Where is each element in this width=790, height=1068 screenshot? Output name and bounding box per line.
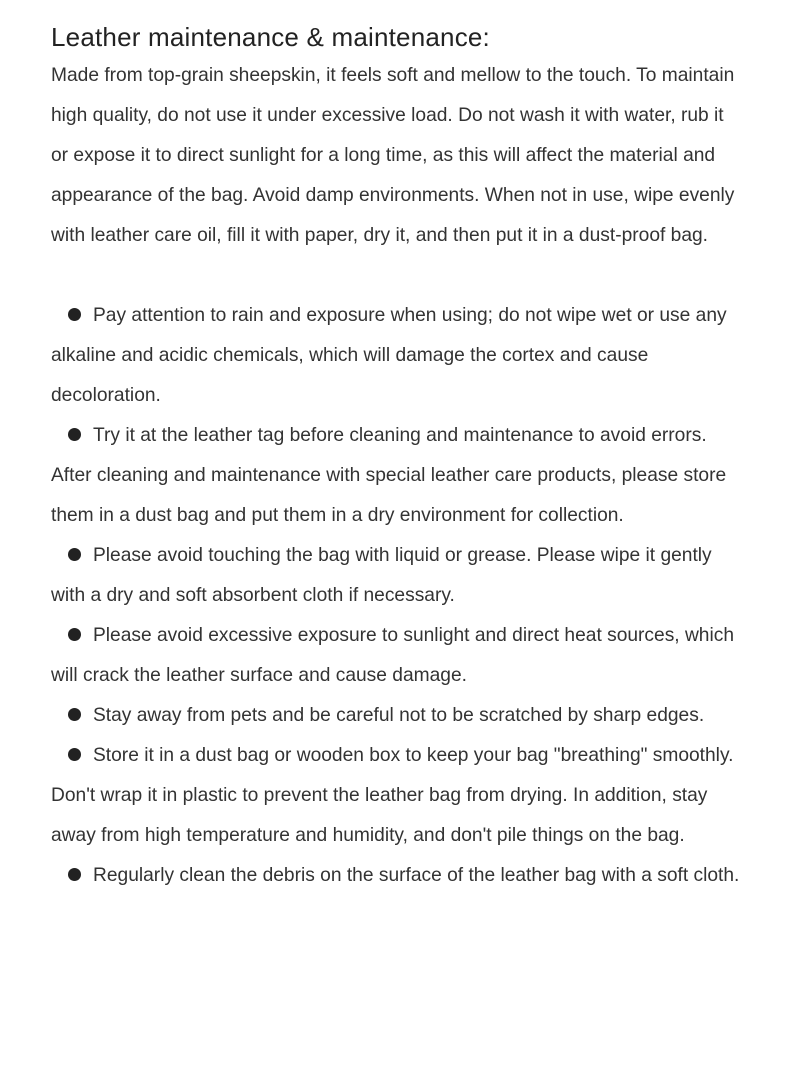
paragraph-spacer bbox=[51, 256, 741, 296]
page-title: Leather maintenance & maintenance: bbox=[51, 22, 490, 52]
bullet-icon bbox=[68, 628, 81, 641]
list-item bbox=[51, 416, 741, 536]
list-item-text: Store it in a dust bag or wooden box to keep your bag "breathing" smoothly. Don't wrap it in plastic to prevent the leather bag from drying. In addition, stay away from high temperature and humidity, and don't pile things on the bag. bbox=[51, 745, 734, 846]
list-item bbox=[51, 296, 741, 416]
list-item-text: Regularly clean the debris on the surface of the leather bag with a soft cloth. bbox=[93, 865, 740, 886]
list-item-text: Stay away from pets and be careful not to be scratched by sharp edges. bbox=[93, 705, 705, 726]
list-item-text: Try it at the leather tag before cleaning and maintenance to avoid errors. After cleaning and maintenance with special leather care products, please store them in a dust bag and put them in a dry environment for collection. bbox=[51, 425, 727, 526]
bullet-icon bbox=[68, 308, 81, 321]
bullet-icon bbox=[68, 428, 81, 441]
list-item-text: Please avoid touching the bag with liquid or grease. Please wipe it gently with a dry and soft absorbent cloth if necessary. bbox=[51, 545, 712, 606]
bullet-icon bbox=[68, 708, 81, 721]
list-item bbox=[51, 696, 741, 736]
bullet-icon bbox=[68, 868, 81, 881]
list-item bbox=[51, 616, 741, 696]
care-instructions-document bbox=[51, 18, 741, 896]
bullet-icon bbox=[68, 748, 81, 761]
list-item bbox=[51, 736, 741, 856]
bullet-icon bbox=[68, 548, 81, 561]
list-item bbox=[51, 856, 741, 896]
intro-paragraph: Made from top-grain sheepskin, it feels soft and mellow to the touch. To maintain high quality, do not use it under excessive load. Do not wash it with water, rub it or expose it to direct sunlight for a long time, as this will affect the material and appearance of the bag. Avoid damp environments. When not in use, wipe evenly with leather care oil, fill it with paper, dry it, and then put it in a dust-proof bag. bbox=[51, 65, 735, 246]
list-item-text: Please avoid excessive exposure to sunlight and direct heat sources, which will crack the leather surface and cause damage. bbox=[51, 625, 735, 686]
list-item-text: Pay attention to rain and exposure when using; do not wipe wet or use any alkaline and acidic chemicals, which will damage the cortex and cause decoloration. bbox=[51, 305, 727, 406]
list-item bbox=[51, 536, 741, 616]
